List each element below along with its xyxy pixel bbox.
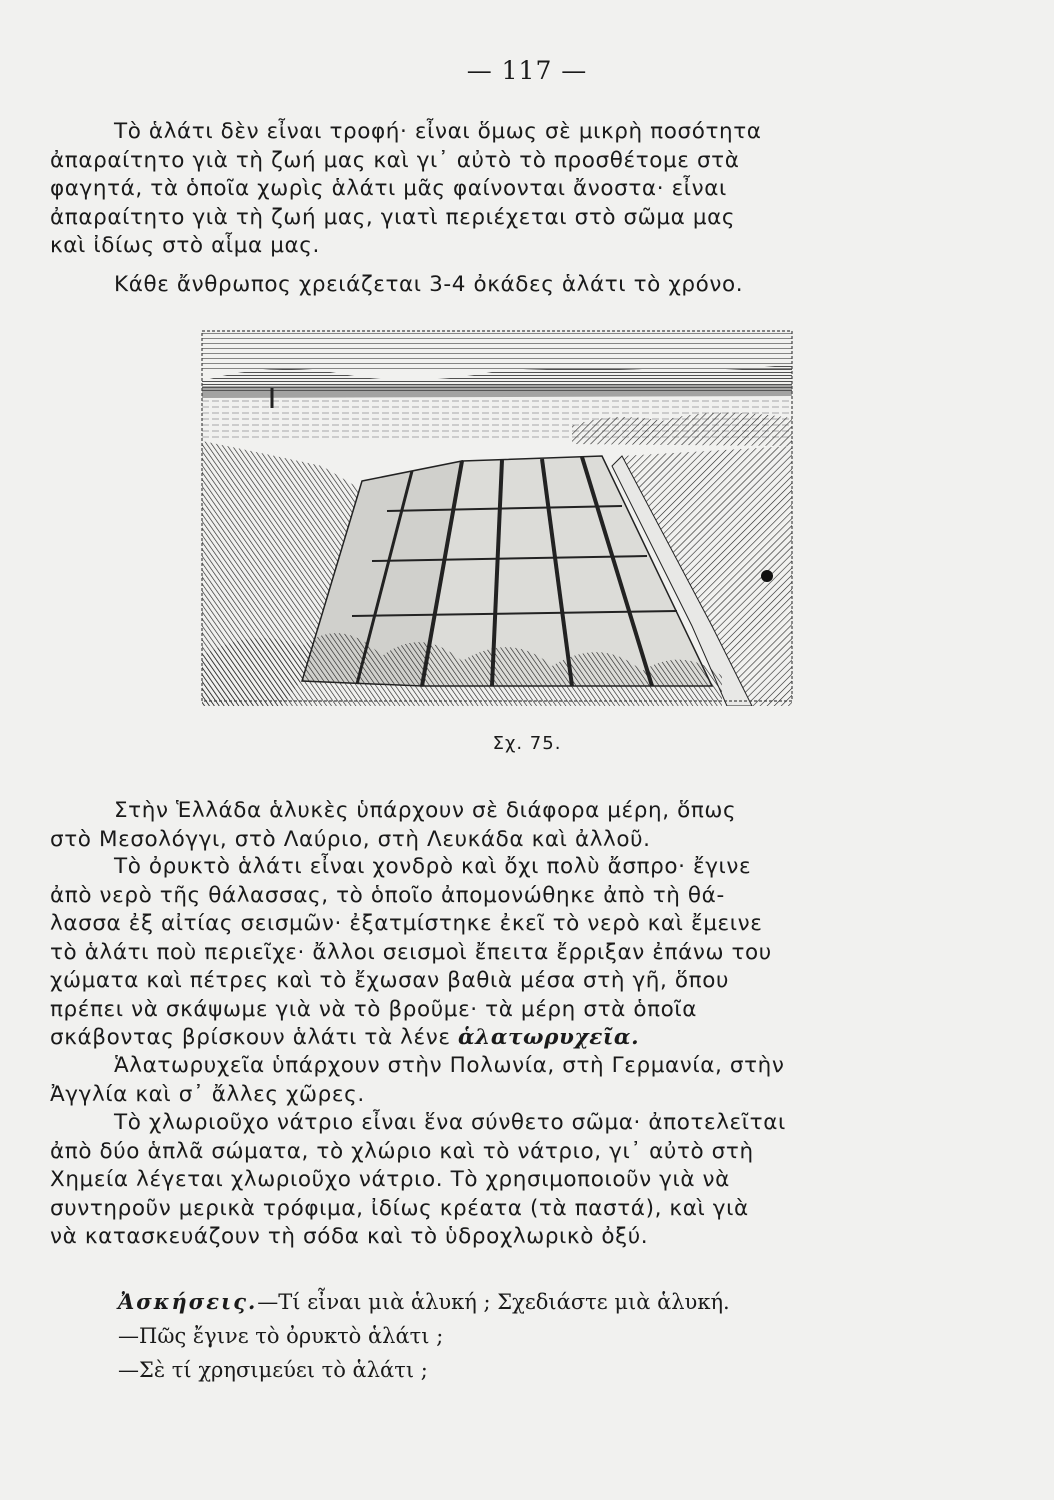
paragraph-salt-pans-greece (50, 797, 930, 854)
paragraph-salt-intro (50, 118, 930, 261)
text-line: Τὸ χλωριοῦχο νάτριο εἶναι ἕνα σύνθετο σῶμα· ἀποτελεῖται (114, 1110, 786, 1135)
text-line: τὸ ἁλάτι ποὺ περιεῖχε· ἄλλοι σεισμοὶ ἔπειτα ἔρριξαν ἐπάνω του (50, 939, 772, 965)
text-line: ἀπαραίτητο γιὰ τὴ ζωή μας καὶ γι᾿ αὐτὸ τὸ προσθέτομε στὰ (50, 147, 740, 173)
text-line: Χημεία λέγεται χλωριοῦχο νάτριο. Τὸ χρησιμοποιοῦν γιὰ νὰ (50, 1167, 730, 1192)
text-line: Τὸ ἁλάτι δὲν εἶναι τροφή· εἶναι ὅμως σὲ μικρὴ ποσότητα (114, 119, 762, 144)
exercise-line (118, 1285, 918, 1319)
exercise-question: —Τί εἶναι μιὰ ἁλυκή ; Σχεδιάστε μιὰ ἁλυκή. (257, 1290, 730, 1314)
text-line: Ἀγγλία καὶ σ᾿ ἄλλες χῶρες. (50, 1081, 365, 1107)
page-number: — 117 — (466, 56, 588, 85)
text-line: ἀπὸ νερὸ τῆς θάλασσας, τὸ ὁποῖο ἀπομονώθηκε ἀπὸ τὴ θά- (50, 882, 725, 908)
text-line (50, 1024, 930, 1053)
text-line: Τὸ ὀρυκτὸ ἁλάτι εἶναι χονδρὸ καὶ ὄχι πολὺ ἄσπρο· ἔγινε (114, 854, 752, 879)
term-salt-mines: ἁλατωρυχεῖα. (458, 1025, 640, 1050)
exercise-question: —Σὲ τί χρησιμεύει τὸ ἁλάτι ; (118, 1358, 428, 1382)
exercise-question: —Πῶς ἔγινε τὸ ὀρυκτὸ ἁλάτι ; (118, 1324, 444, 1348)
exercises-section (118, 1285, 918, 1387)
paragraph-rock-salt (50, 853, 930, 1053)
salt-pans-engraving (192, 326, 802, 706)
text-line: χώματα καὶ πέτρες καὶ τὸ ἔχωσαν βαθιὰ μέσα στὴ γῆ, ὅπου (50, 968, 729, 993)
text-segment: σκάβοντας βρίσκουν ἁλάτι τὰ λένε (50, 1025, 451, 1050)
text-line: συντηροῦν μερικὰ τρόφιμα, ἰδίως κρέατα (τὰ παστά), καὶ γιὰ (50, 1195, 749, 1221)
paragraph-salt-per-year (50, 271, 930, 300)
text-line: Ἁλατωρυχεῖα ὑπάρχουν στὴν Πολωνία, στὴ Γερμανία, στὴν (114, 1053, 785, 1078)
text-line: φαγητά, τὰ ὁποῖα χωρὶς ἁλάτι μᾶς φαίνονται ἄνοστα· εἶναι (50, 176, 727, 201)
text-line: Κάθε ἄνθρωπος χρειάζεται 3-4 ὀκάδες ἁλάτι τὸ χρόνο. (114, 272, 744, 297)
text-line: Στὴν Ἑλλάδα ἁλυκὲς ὑπάρχουν σὲ διάφορα μέρη, ὅπως (114, 798, 737, 823)
text-line: νὰ κατασκευάζουν τὴ σόδα καὶ τὸ ὑδροχλωρικὸ ὀξύ. (50, 1224, 649, 1249)
paragraph-salt-mines-countries (50, 1052, 930, 1109)
text-line: καὶ ἰδίως στὸ αἷμα μας. (50, 233, 320, 258)
text-line: λασσα ἐξ αἰτίας σεισμῶν· ἐξατμίστηκε ἐκεῖ τὸ νερὸ καὶ ἔμεινε (50, 911, 763, 936)
text-line: πρέπει νὰ σκάψωμε γιὰ νὰ τὸ βροῦμε· τὰ μέρη στὰ ὁποῖα (50, 996, 698, 1022)
paragraph-sodium-chloride (50, 1109, 930, 1252)
exercises-title: Ἀσκήσεις. (118, 1289, 258, 1314)
text-line: ἀπαραίτητο γιὰ τὴ ζωή μας, γιατὶ περιέχεται στὸ σῶμα μας (50, 204, 736, 230)
figure-caption: Σχ. 75. (492, 733, 562, 754)
text-line: στὸ Μεσολόγγι, στὸ Λαύριο, στὴ Λευκάδα καὶ ἀλλοῦ. (50, 826, 651, 852)
text-line: ἀπὸ δύο ἁπλᾶ σώματα, τὸ χλώριο καὶ τὸ νάτριο, γι᾿ αὐτὸ στὴ (50, 1138, 754, 1164)
